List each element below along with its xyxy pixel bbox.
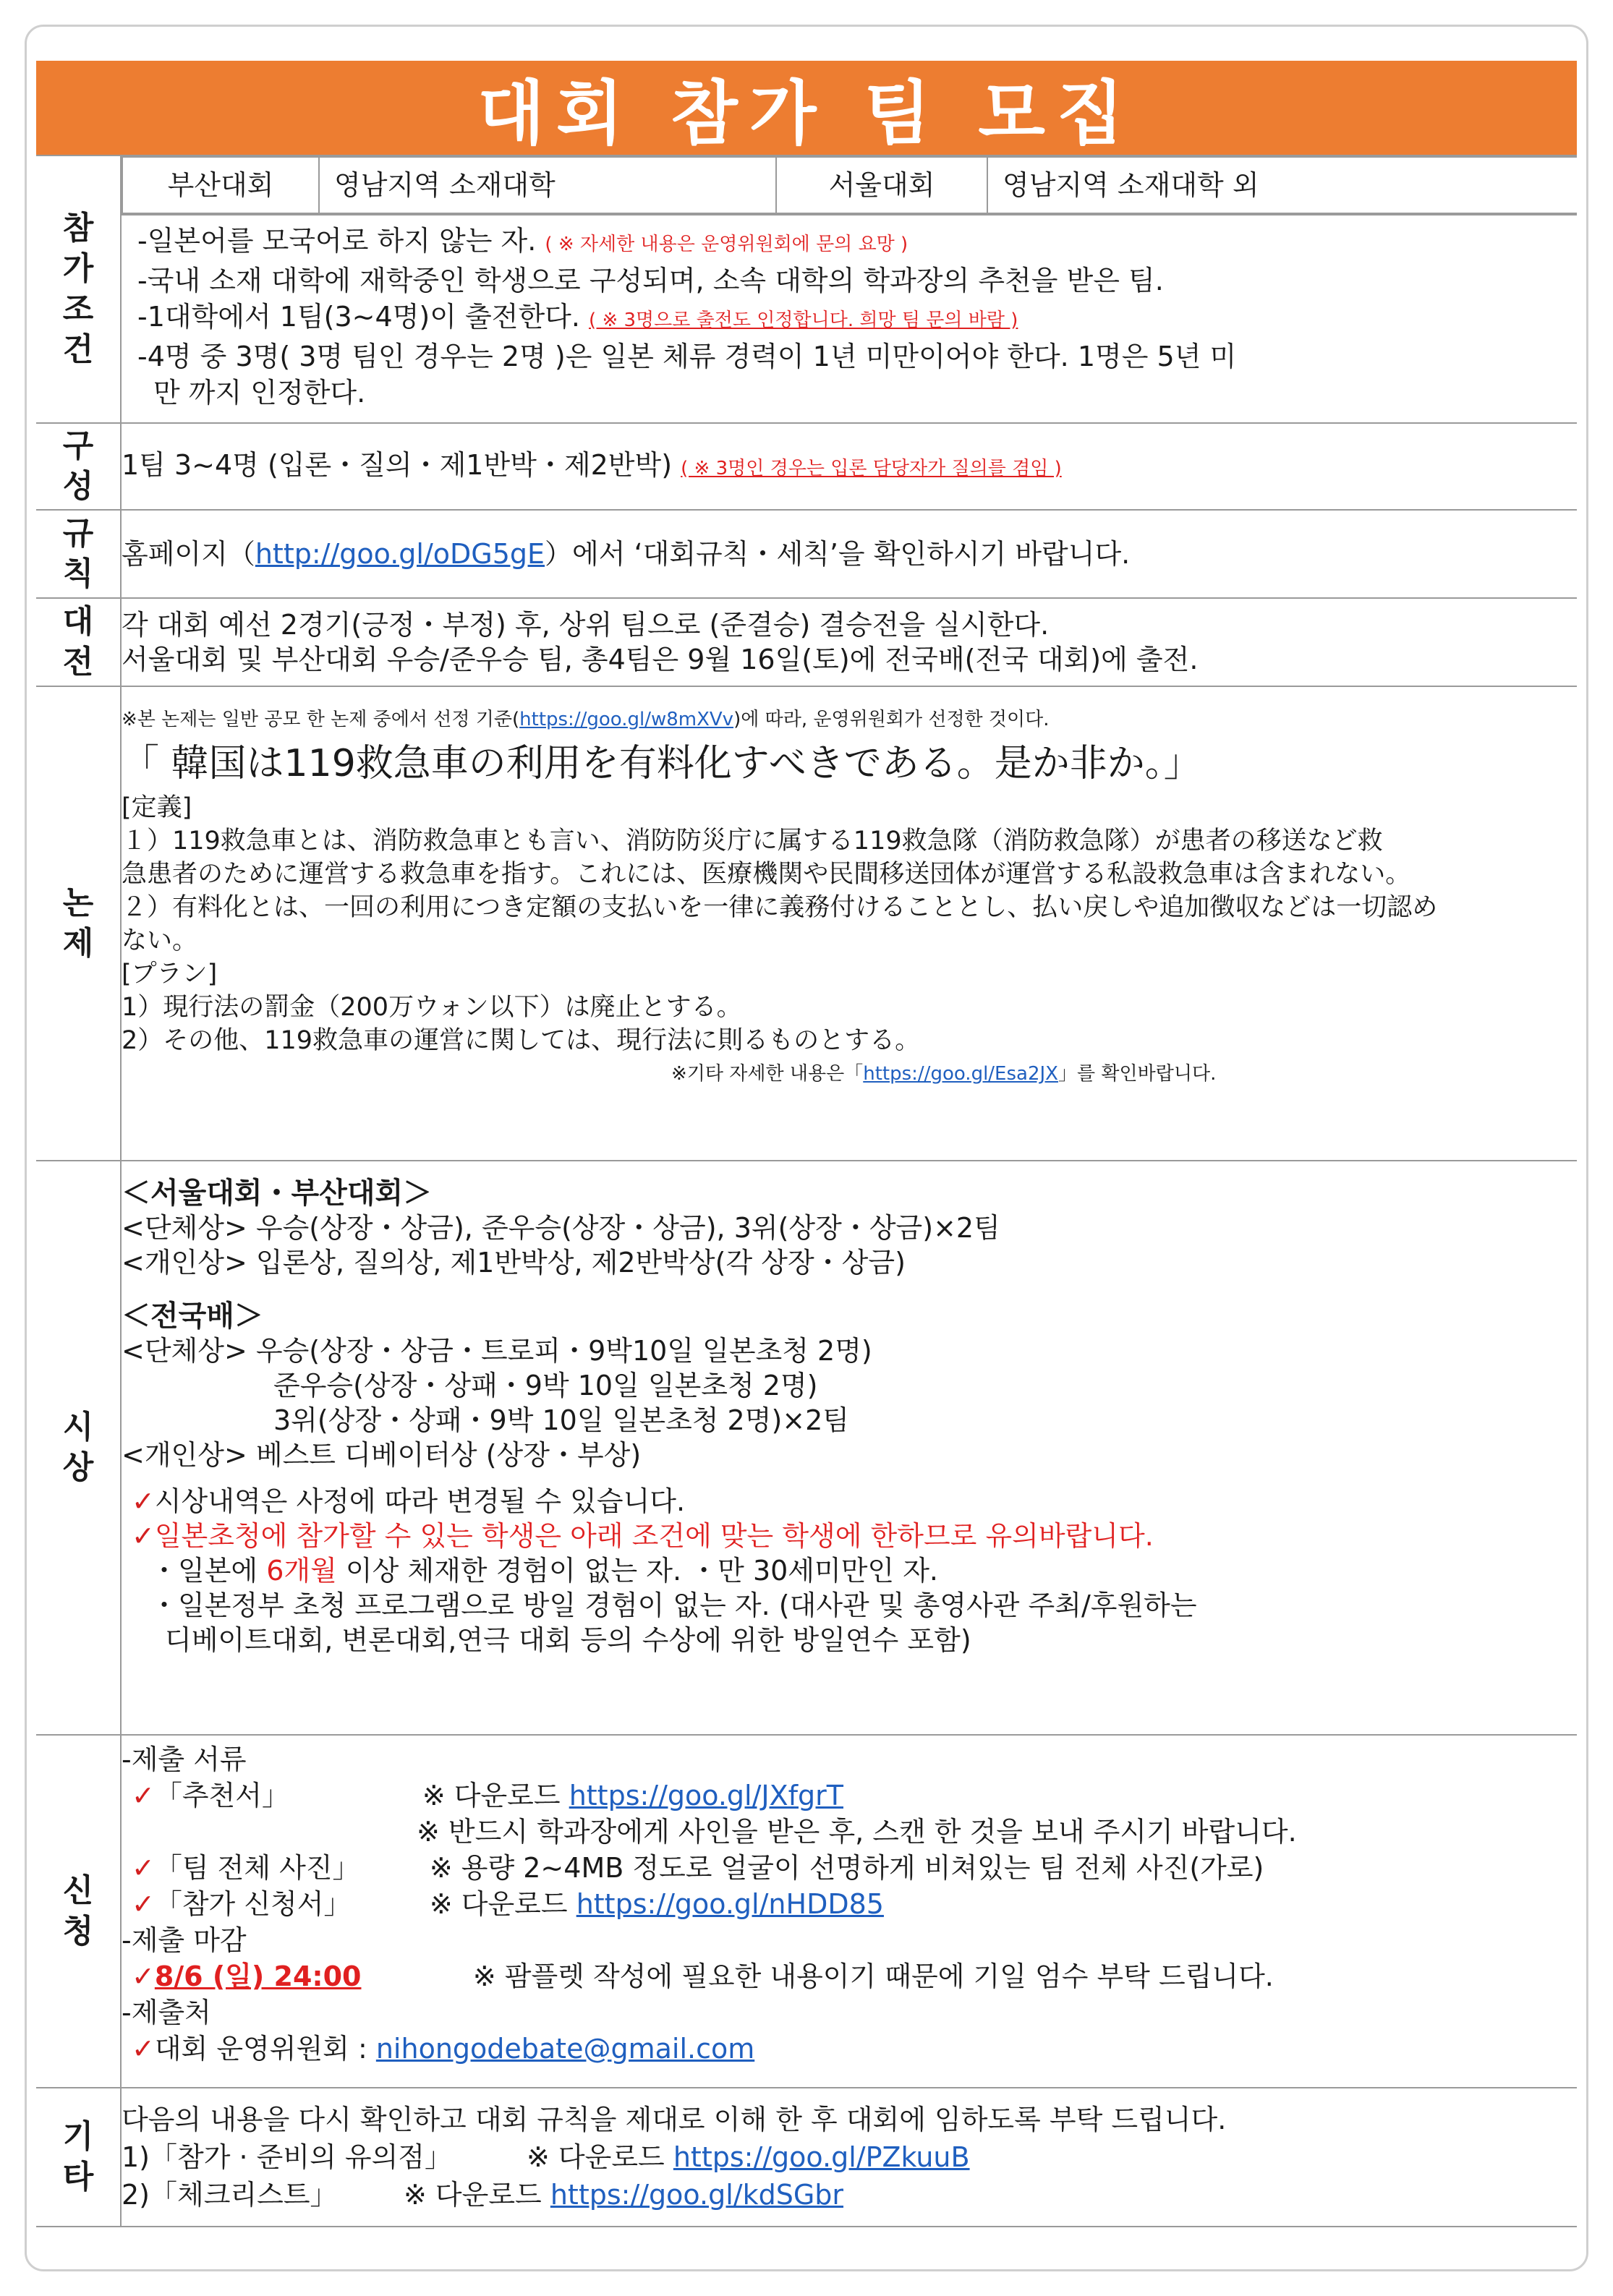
composition-note: ( ※ 3명인 경우는 입론 담당자가 질의를 겸임 ) bbox=[681, 457, 1062, 479]
content-match: 각 대회 예선 2경기(긍정・부정) 후, 상위 팀으로 (준결승) 결승전을 실시한다. 서울대회 및 부산대회 우승/준우승 팀, 총4팀은 9월 16일(토)에 전국배(전국 대회)에 출전. bbox=[121, 598, 1577, 686]
email-link[interactable]: nihongodebate@gmail.com bbox=[375, 2033, 755, 2065]
eligibility-line: -일본어를 모국어로 하지 않는 자. ( ※ 자세한 내용은 운영위원회에 문의 요망 ) bbox=[137, 225, 908, 257]
row-match bbox=[36, 598, 1577, 686]
check-icon: ✓ bbox=[132, 2033, 155, 2065]
eligibility-line: -4명 중 3명( 3명 팀인 경우는 2명 )은 일본 체류 경력이 1년 미만이어야 한다. 1명은 5년 미 bbox=[137, 341, 1237, 372]
label-application bbox=[36, 1735, 121, 2088]
eligibility-note: ( ※ 3명으로 출전도 인정합니다. 희망 팀 문의 바람 ) bbox=[589, 310, 1018, 331]
content-eligibility bbox=[121, 155, 1577, 423]
check-icon: ✓ bbox=[132, 1485, 155, 1517]
content-awards: ＜서울대회・부산대회＞ <단체상> 우승(상장・상금), 준우승(상장・상금), 3위(상장・상금)×2팀 <개인상> 입론상, 질의상, 제1반박상, 제2반박상(각 상장・상금) ＜전국배＞ <단체상> 우승(상장・상금・트로피・9박10일 일본초청 2명) 준우승(상장・상패・9박 10일 일본초청 2명) 3위(상장・상패・9박 10일 일본초청 2명)×2팀 <개인상> 베스트 디베이터상 (상장・부상) ✓시상내역은 사정에 따라 변경될 수 있습니다. ✓일본초청에 참가할 수 있는 학생은 아래 조건에 맞는 학생에 한하므로 유의바랍니다. ・일본에 6개월 이상 체재한 경험이 없는 자. ・만 30세미만인 자. ・일본정부 초청 프로그램으로 방일 경험이 없는 자. (대사관 및 총영사관 주최/후원하는 디베이트대회, 변론대회,연극 대회 등의 수상에 위한 방일연수 포함) bbox=[121, 1161, 1577, 1735]
label-composition bbox=[36, 423, 121, 510]
form-link[interactable]: https://goo.gl/nHDD85 bbox=[576, 1888, 884, 1920]
row-application bbox=[36, 1735, 1577, 2088]
topic-note: ※본 논제는 일반 공모 한 논제 중에서 선정 기준(https://goo.gl/w8mXVv)에 따라, 운영위원회가 선정한 것이다. bbox=[122, 709, 1050, 730]
check-icon: ✓ bbox=[132, 1520, 155, 1552]
row-composition bbox=[36, 423, 1577, 510]
app-submit-to: ✓대회 운영위원회 : nihongodebate@gmail.com bbox=[132, 2033, 755, 2065]
eligibility-note: ( ※ 자세한 내용은 운영위원회에 문의 요망 ) bbox=[545, 234, 908, 255]
section-label-text: 구 성 bbox=[62, 427, 94, 505]
label-match bbox=[36, 598, 121, 686]
section-label-text: 기 타 bbox=[62, 2118, 94, 2195]
app-recommendation: ✓「추천서」 ※ 다운로드 https://goo.gl/JXfgrT bbox=[132, 1780, 843, 1811]
content-rules: 홈페이지（http://goo.gl/oDG5gE）에서 ‘대회규칙・세칙’을 확인하시기 바랍니다. bbox=[121, 510, 1577, 598]
row-other bbox=[36, 2088, 1577, 2227]
header-seoul: 서울대회 bbox=[776, 157, 987, 213]
app-deadline: ✓8/6 (일) 24:00 ※ 팜플렛 작성에 필요한 내용이기 때문에 기일 엄수 부탁 드립니다. bbox=[132, 1960, 1274, 1992]
topic-more: ※기타 자세한 내용은「https://goo.gl/Esa2JX」를 확인바랍니다. bbox=[671, 1063, 1217, 1085]
content-other: 다음의 내용을 다시 확인하고 대회 규칙을 제대로 이해 한 후 대회에 임하도록 부탁 드립니다. 1)「참가 · 준비의 유의점」 ※ 다운로드 https://goo.gl/PZkuuB 2)「체크리스트」 ※ 다운로드 https://goo.gl/kdSGbr bbox=[121, 2088, 1577, 2227]
other-item: 2)「체크리스트」 ※ 다운로드 https://goo.gl/kdSGbr bbox=[122, 2179, 844, 2211]
awards-regional-heading: ＜서울대회・부산대회＞ bbox=[122, 1177, 433, 1210]
row-topic bbox=[36, 686, 1577, 1161]
checklist-link[interactable]: https://goo.gl/kdSGbr bbox=[550, 2179, 844, 2211]
check-icon: ✓ bbox=[132, 1960, 155, 1992]
section-label-text: 신 청 bbox=[62, 1872, 94, 1950]
app-form: ✓「참가 신청서」 ※ 다운로드 https://goo.gl/nHDD85 bbox=[132, 1888, 884, 1920]
label-rules bbox=[36, 510, 121, 598]
section-label-text: 시 상 bbox=[62, 1409, 94, 1486]
topic-motion: 「 韓国は119救急車の利用を有料化すべきである。是か非か。」 bbox=[122, 742, 1201, 785]
content-application: -제출 서류 ✓「추천서」 ※ 다운로드 https://goo.gl/JXfgrT ※ 반드시 학과장에게 사인을 받은 후, 스캔 한 것을 보내 주시기 바랍니다. ✓「팀 전체 사진」 ※ 용량 2~4MB 정도로 얼굴이 선명하게 비쳐있는 팀 전체 사진(가로) ✓「참가 신청서」 ※ 다운로드 https://goo.gl/nHDD85 -제출 마감 ✓8/6 (일) 24:00 ※ 팜플렛 작성에 필요한 내용이기 때문에 기일 엄수 부탁 드립니다. -제출처 ✓대회 운영위원회 : nihongodebate@gmail.com bbox=[121, 1735, 1577, 2088]
rules-link[interactable]: http://goo.gl/oDG5gE bbox=[255, 538, 545, 570]
row-rules bbox=[36, 510, 1577, 598]
header-busan: 부산대회 bbox=[122, 157, 319, 213]
awards-national-heading: ＜전국배＞ bbox=[122, 1299, 263, 1333]
region-header bbox=[122, 156, 1577, 214]
header-seoul-scope: 영남지역 소재대학 외 bbox=[987, 157, 1577, 213]
row-eligibility bbox=[36, 155, 1577, 423]
content-topic: ※본 논제는 일반 공모 한 논제 중에서 선정 기준(https://goo.gl/w8mXVv)에 따라, 운영위원회가 선정한 것이다. 「 韓国は119救急車の利用を有料化すべきである。是か非か。」 [定義] １）119救急車とは、消防救急車とも言い、消防防災庁に属する119救急隊（消防救急隊）が患者の移送など救 急患者のために運営する救急車を指す。これには、医療機関や民間移送団体が運営する私設救急車は含まれない。 ２）有料化とは、一回の利用につき定額の支払いを一律に義務付けることとし、払い戻しや追加徴収などは一切認め ない。 [プラン] 1）現行法の罰金（200万ウォン以下）は廃止とする。 2）その他、119救急車の運営に関しては、現行法に則るものとする。 ※기타 자세한 내용은「https://goo.gl/Esa2JX」를 확인바랍니다. bbox=[121, 686, 1577, 1161]
precautions-link[interactable]: https://goo.gl/PZkuuB bbox=[673, 2141, 970, 2173]
check-icon: ✓ bbox=[132, 1852, 155, 1884]
eligibility-line: -1대학에서 1팀(3~4명)이 출전한다. ( ※ 3명으로 출전도 인정합니다. 희망 팀 문의 바람 ) bbox=[137, 301, 1018, 333]
eligibility-line: 만 까지 인정한다. bbox=[153, 377, 366, 409]
label-other bbox=[36, 2088, 121, 2227]
check-icon: ✓ bbox=[132, 1888, 155, 1920]
section-label-text: 규 칙 bbox=[62, 515, 94, 592]
other-item: 1)「참가 · 준비의 유의점」 ※ 다운로드 https://goo.gl/PZkuuB bbox=[122, 2141, 970, 2173]
check-icon: ✓ bbox=[132, 1780, 155, 1811]
recommendation-link[interactable]: https://goo.gl/JXfgrT bbox=[569, 1780, 843, 1811]
label-awards bbox=[36, 1161, 121, 1735]
header-busan-scope: 영남지역 소재대학 bbox=[319, 157, 776, 213]
recruitment-table bbox=[36, 155, 1577, 2227]
section-label-text: 참 가 조 건 bbox=[62, 210, 94, 368]
section-label-text: 논 제 bbox=[62, 884, 94, 962]
eligibility-line: -국내 소재 대학에 재학중인 학생으로 구성되며, 소속 대학의 학과장의 추천을 받은 팀. bbox=[137, 265, 1164, 296]
content-composition: 1팀 3~4명 (입론・질의・제1반박・제2반박) ( ※ 3명인 경우는 입론 담당자가 질의를 겸임 ) bbox=[121, 423, 1577, 510]
section-label-text: 대 전 bbox=[62, 603, 94, 680]
label-topic bbox=[36, 686, 121, 1161]
app-photo: ✓「팀 전체 사진」 ※ 용량 2~4MB 정도로 얼굴이 선명하게 비쳐있는 팀 전체 사진(가로) bbox=[132, 1852, 1264, 1884]
page-title: 대회 참가 팀 모집 bbox=[36, 61, 1577, 155]
label-eligibility bbox=[36, 155, 121, 423]
row-awards bbox=[36, 1161, 1577, 1735]
